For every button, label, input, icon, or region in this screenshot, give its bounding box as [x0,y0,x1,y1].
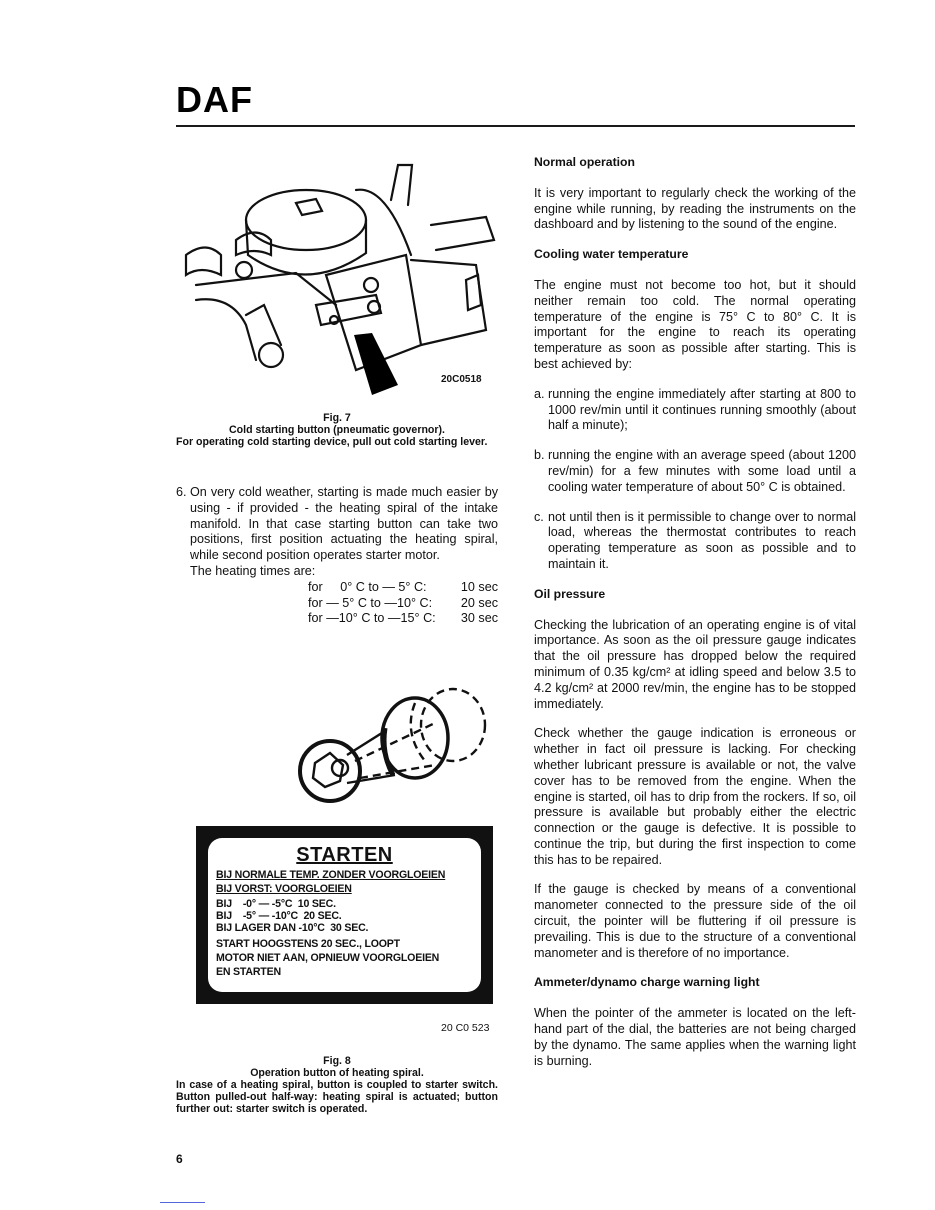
heating-intro: The heating times are: [190,563,316,578]
heating-row [308,611,498,627]
cooling-item-a [534,387,856,434]
screw-hole [212,979,219,986]
heating-row [308,596,498,612]
fig7-title: Cold starting button (pneumatic governor). [229,424,445,436]
plate-line: START HOOGSTENS 20 SEC., LOOPT [216,938,400,950]
item-label: c. [534,509,544,524]
fig8-title: Operation button of heating spiral. [250,1067,424,1079]
heating-times-table [308,580,498,627]
plate-line: BIJ -0° — -5°C 10 SEC. [216,898,336,910]
ammeter-text: When the pointer of the ammeter is located on the left-hand part of the dial, the batteries are not being charged by the dynamo. The same applies when the warning light is burning. [534,1006,856,1068]
item-label: a. [534,386,545,401]
heating-time: 20 sec [460,595,498,610]
heating-time: 30 sec [460,611,498,626]
oil-paragraph-1: Checking the lubrication of an operating engine is of vital importance. As soon as the oil pressure gauge indicates that the oil pressure has dropped below the required minimum of 0.35 kg/cm² at idling speed and below 3.5 to 4.2 kg/cm² at 2000 rev/min, the engine has to be stopped immediately. [534,617,856,711]
heading-oil-pressure: Oil pressure [534,586,606,601]
plate-line: BIJ -5° — -10°C 20 SEC. [216,910,342,922]
cooling-item-b [534,448,856,495]
screw-hole [470,844,477,851]
page-number: 6 [176,1152,183,1166]
header-rule [176,125,855,127]
heading-ammeter: Ammeter/dynamo charge warning light [534,975,760,990]
cooling-item-c [534,510,856,573]
oil-paragraph-2: Check whether the gauge indication is erroneous or whether in fact oil pressure is lacking. For checking whether lubricant pressure is available or not, the valve cover has to be removed from the engine. When the engine is started, oil has to drip from the rockers. If so, oil pressure is available but probably either the electric connection or the gauge is defective. It is possible to continue the trip, but during the first inspection to come this has to be repaired. [534,726,856,867]
plate-line: EN STARTEN [216,966,281,978]
screw-hole [204,836,211,843]
plate-title: STARTEN [296,844,393,866]
fig8-label: Fig. 8 [323,1055,351,1067]
item-6-number: 6. [176,485,187,499]
screw-hole [212,844,219,851]
screw-hole [470,979,477,986]
heating-time: 10 sec [460,579,498,594]
oil-paragraph-3: If the gauge is checked by means of a conventional manometer connected to the pressure side of the oil circuit, the pointer will be fluttering if oil pressure is prevailing. This is due to the structure of a conventional manometer and is therefore of no importance. [534,882,856,960]
fuel-pump-illustration [176,155,506,395]
normal-operation-text: It is very important to regularly check the working of the engine while running, by reading the instruments on the dashboard and by listening to the sound of the engine. [534,185,856,232]
heading-normal-operation: Normal operation [534,155,635,169]
cooling-text: The engine must not become too hot, but it should neither remain too cold. The normal operating temperature of the engine is 75° C to 80° C. It is important for the engine to reach its operating temperature as soon as possible after starting. This is best achieved by: [534,277,856,371]
starten-instruction-plate [196,826,493,1004]
daf-logo: DAF [176,79,253,120]
item-label: b. [534,448,545,463]
heating-range: for 0° C to — 5° C: [308,579,427,594]
item-6 [176,485,498,627]
item-text: running the engine immediately after starting at 800 to 1000 rev/min until it continues running smoothly (about half a minute); [548,386,856,433]
heading-cooling-water: Cooling water temperature [534,247,689,262]
item-6-text: On very cold weather, starting is made much easier by using - if provided - the heating spiral of the intake manifold. In that case starting button can take two positions, first position actuating the heating spiral, while second position operates starter motor. [190,485,498,563]
fig7-description: For operating cold starting device, pull out cold starting lever. [176,436,488,448]
item-text: running the engine with an average speed (about 1200 rev/min) for a few minutes with some load until a cooling water temperature of about 50° C is obtained. [548,448,856,494]
heating-range: for —10° C to —15° C: [308,611,436,626]
heating-button-illustration [285,683,495,808]
plate-line: BIJ NORMALE TEMP. ZONDER VOORGLOEIEN [216,869,446,881]
fig8-caption [176,1055,498,1115]
plate-line: BIJ VORST: VOORGLOEIEN [216,883,352,895]
fig7-caption [176,412,498,448]
fig7-code: 20C0518 [441,374,482,385]
heating-range: for — 5° C to —10° C: [308,595,433,610]
item-text: not until then is it permissible to change over to normal load, whereas the thermostat contributes to reach operating temperature as soon as possible and to maintain it. [548,509,856,571]
fig8-description: In case of a heating spiral, button is coupled to starter switch. Button pulled-out half-way: heating spiral is actuated; button further out: starter switch is operated. [176,1079,498,1115]
fig8-code: 20 C0 523 [441,1022,490,1034]
plate-line: MOTOR NIET AAN, OPNIEUW VOORGLOEIEN [216,952,440,964]
fig7-label: Fig. 7 [323,412,351,424]
right-column [534,155,856,1069]
plate-line: BIJ LAGER DAN -10°C 30 SEC. [216,922,369,934]
footer-line [160,1202,205,1203]
heating-row [308,580,498,596]
